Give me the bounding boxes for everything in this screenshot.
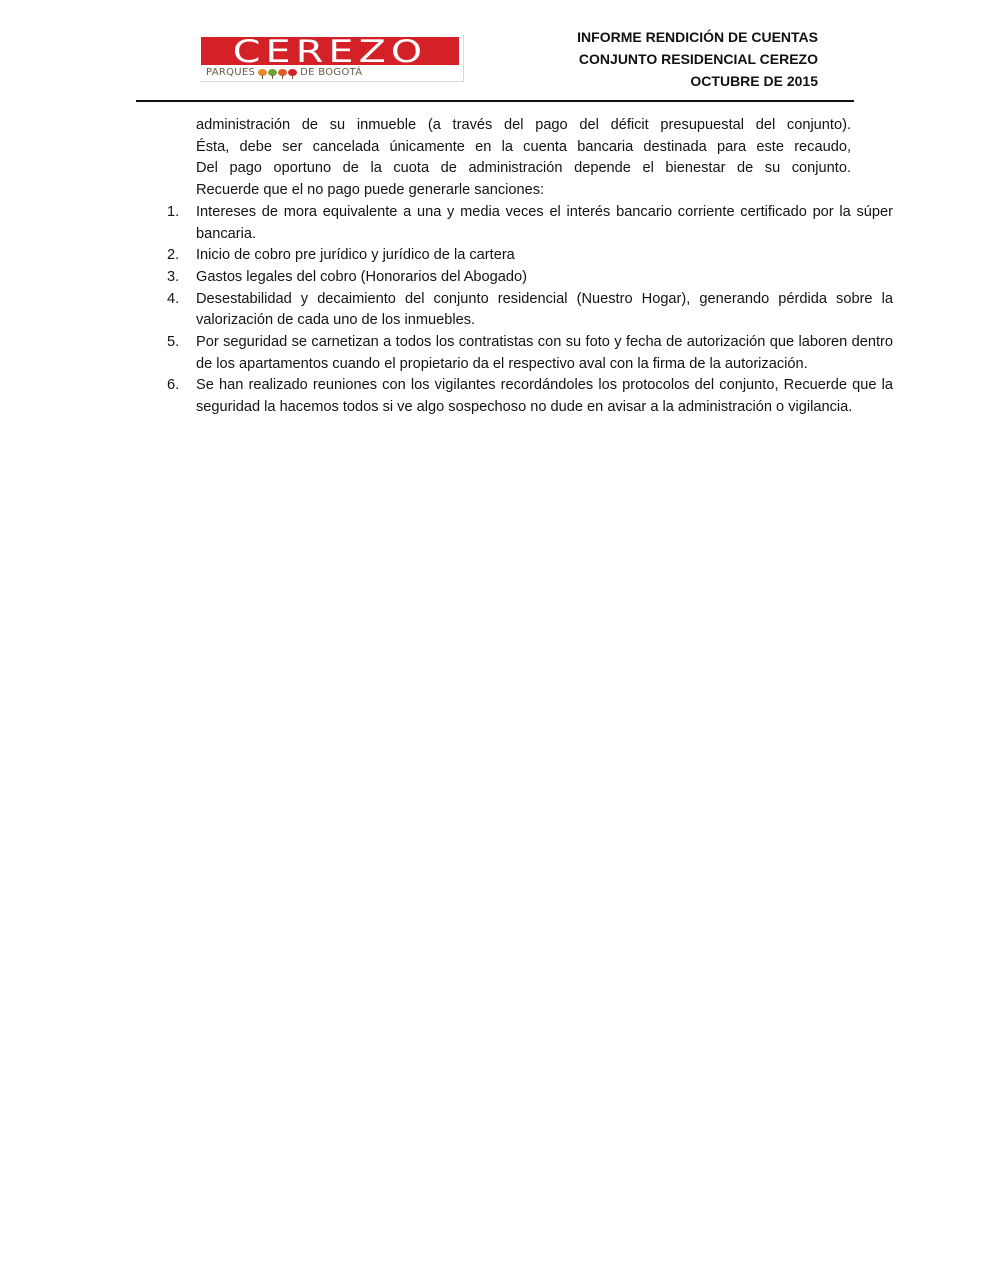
tree-icon (288, 69, 297, 76)
list-item-number: 3. (167, 268, 180, 285)
list-item-number: 5. (167, 334, 180, 351)
header-divider (136, 100, 854, 102)
tree-icons (258, 69, 297, 76)
logo-wordmark: CEREZO (232, 37, 428, 65)
list-item (162, 202, 893, 245)
intro-line: administración de su inmueble (a través del pago del déficit presupuestal del conjunto). (196, 117, 851, 133)
logo-banner (201, 37, 459, 65)
list-item-text: Gastos legales del cobro (Honorarios del Abogado) (196, 268, 527, 285)
page-header (0, 0, 990, 104)
intro-paragraph (196, 115, 851, 202)
list-item-text: Desestabilidad y decaimiento del conjunto residencial (Nuestro Hogar), generando pérdida sobre la valorización de cada uno de los inmuebles. (196, 290, 893, 329)
report-title-line-3: OCTUBRE DE 2015 (690, 73, 818, 89)
intro-line: Recuerde que el no pago puede generarle sanciones: (196, 182, 545, 199)
document-body (162, 115, 893, 419)
list-item (162, 332, 893, 375)
list-item (162, 245, 893, 267)
intro-line: Ésta, debe ser cancelada únicamente en la cuenta bancaria destinada para este recaudo, (196, 138, 851, 155)
list-item-text: Inicio de cobro pre jurídico y jurídico de la cartera (196, 247, 515, 264)
list-item-number: 2. (167, 247, 180, 264)
sanctions-list (162, 202, 893, 419)
list-item (162, 375, 893, 418)
report-title (577, 26, 818, 92)
logo-subtitle (206, 66, 458, 79)
list-item-text: Se han realizado reuniones con los vigilantes recordándoles los protocolos del conjunto, Recuerde que la seguridad la hacemos todos si ve algo sospechoso no dude en avisar a la administración o vigilancia. (196, 377, 893, 416)
tree-icon (278, 69, 287, 76)
list-item (162, 267, 893, 289)
list-item-text: Intereses de mora equivalente a una y media veces el interés bancario corriente certificado por la súper bancaria. (196, 203, 893, 242)
list-item-text: Por seguridad se carnetizan a todos los contratistas con su foto y fecha de autorización que laboren dentro de los apartamentos cuando el propietario da el respectivo aval con la firma de la autorización. (196, 334, 893, 372)
logo-sub-right: DE BOGOTÁ (300, 67, 363, 78)
logo-sub-left: PARQUES (206, 67, 256, 78)
list-item (162, 289, 893, 332)
list-item-number: 4. (167, 290, 180, 307)
tree-icon (258, 69, 267, 76)
cerezo-logo (200, 35, 464, 82)
list-item-number: 1. (167, 203, 180, 220)
report-title-line-1: INFORME RENDICIÓN DE CUENTAS (577, 29, 818, 45)
intro-line: Del pago oportuno de la cuota de administración depende el bienestar de su conjunto. (196, 160, 851, 177)
report-title-line-2: CONJUNTO RESIDENCIAL CEREZO (578, 51, 818, 67)
tree-icon (268, 69, 277, 76)
list-item-number: 6. (167, 377, 180, 394)
